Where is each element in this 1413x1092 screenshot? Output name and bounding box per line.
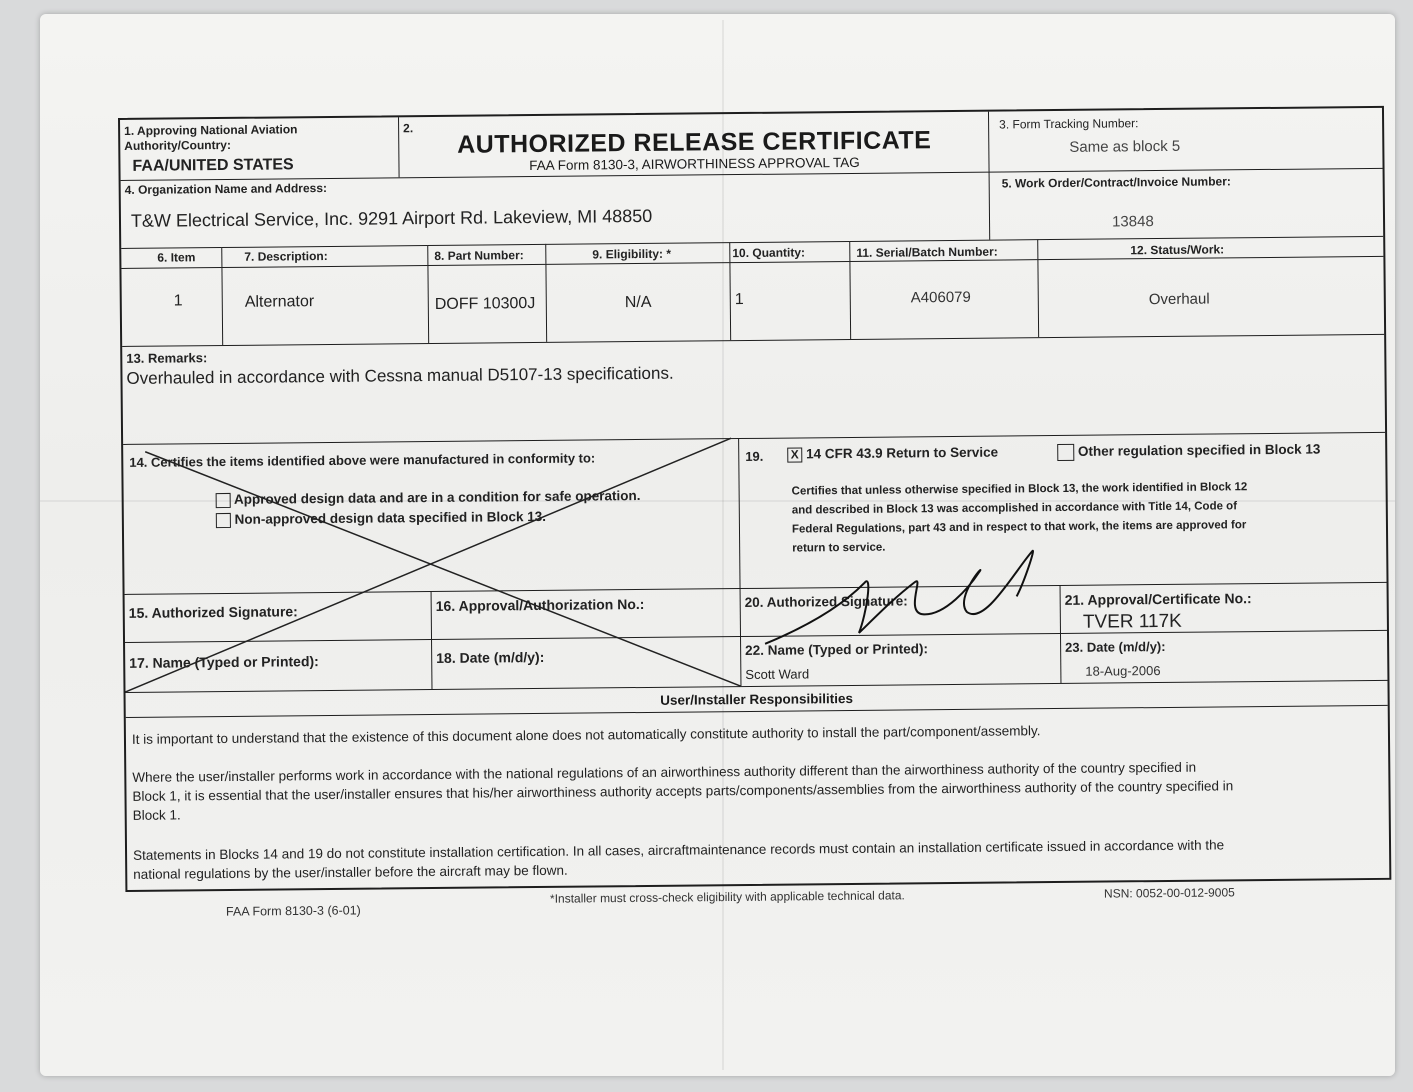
header-description [221, 245, 427, 267]
block-19-option-1[interactable] [787, 445, 998, 463]
block-3-value: Same as block 5 [1069, 137, 1181, 156]
block-5-label: 5. Work Order/Contract/Invoice Number: [1001, 174, 1231, 191]
block-2 [398, 112, 989, 178]
block-1-label: 1. Approving National Aviation Authority/Country: [124, 122, 298, 153]
block-1 [120, 117, 399, 180]
header-quantity [729, 241, 849, 262]
cell-item-value: 1 [173, 292, 183, 310]
block-5 [989, 168, 1384, 240]
cell-status-value: Overhaul [1148, 290, 1210, 309]
block-4 [121, 172, 990, 248]
responsibilities-paragraph-1: It is important to understand that the existence of this document alone does not automatically constitute authority to install the part/component/assembly. [131, 723, 1041, 747]
block-19-option-2[interactable] [1057, 441, 1320, 461]
remarks-label: 13. Remarks: [126, 350, 208, 366]
block-23-label: 23. Date (m/d/y): [1065, 638, 1166, 655]
remarks-value: Overhauled in accordance with Cessna manual D5107-13 specifications. [126, 363, 674, 388]
responsibilities-paragraph-2 [132, 757, 1233, 825]
cell-serial [849, 259, 1038, 339]
footer-eligibility-note: *Installer must cross-check eligibility with applicable technical data. [549, 888, 905, 906]
cell-quantity-value: 1 [734, 291, 744, 309]
block-23 [1060, 630, 1387, 683]
responsibilities-paragraph-2-line-2: Block 1, it is essential that the user/installer ensures that his/her airworthiness authority accepts parts/components/assemblies from the airworthiness authority of the country specified in [132, 778, 1234, 804]
responsibilities-paragraph-3-line-1: Statements in Blocks 14 and 19 do not constitute installation certification. In all cases, aircraftmaintenance records must contain an installation certificate issued in accordance with the [133, 837, 1225, 863]
block-3 [988, 108, 1383, 172]
block-19-text-line-4: return to service. [792, 541, 886, 555]
header-quantity-label: 10. Quantity: [732, 245, 806, 261]
block-4-label: 4. Organization Name and Address: [124, 180, 328, 197]
cell-status [1037, 256, 1384, 337]
block-22-value: Scott Ward [745, 666, 810, 683]
release-certificate-form [118, 106, 1391, 892]
block-14-option-2-label: Non-approved design data specified in Block 13. [234, 508, 547, 527]
header-part [427, 244, 545, 265]
authorized-signature [754, 541, 1055, 654]
block-13-remarks [122, 334, 1385, 444]
header-item-label: 6. Item [157, 250, 196, 265]
responsibilities-paragraph-3-line-2: national regulations by the user/installer before the aircraft may be flown. [133, 862, 568, 882]
signature-stroke [764, 551, 1034, 644]
header-eligibility-label: 9. Eligibility: * [592, 246, 672, 262]
header-serial-label: 11. Serial/Batch Number: [856, 244, 998, 260]
page-title: AUTHORIZED RELEASE CERTIFICATE [456, 126, 932, 159]
cell-part [427, 264, 546, 343]
cell-eligibility [545, 262, 730, 342]
responsibilities-paragraph-3 [133, 835, 1224, 883]
block-3-label: 3. Form Tracking Number: [999, 116, 1139, 132]
checkbox-other-regulation[interactable] [1057, 444, 1074, 461]
header-status-label: 12. Status/Work: [1130, 242, 1225, 258]
void-cross-line-1 [145, 446, 740, 692]
block-19-option-1-label: 14 CFR 43.9 Return to Service [805, 444, 999, 462]
cell-part-value: DOFF 10300J [434, 295, 536, 313]
responsibilities-paragraph-2-line-3: Block 1. [132, 807, 181, 823]
block-14-void-cross [123, 438, 740, 694]
block-18-label: 18. Date (m/d/y): [436, 648, 545, 666]
block-5-value: 13848 [1111, 213, 1154, 231]
checkbox-43-9-return-to-service[interactable]: X [787, 447, 802, 462]
header-item [121, 247, 221, 268]
header-part-label: 8. Part Number: [434, 248, 524, 263]
header-eligibility [545, 242, 729, 264]
block-19-option-2-label: Other regulation specified in Block 13 [1077, 441, 1321, 459]
block-1-value: FAA/UNITED STATES [132, 156, 294, 175]
block-14-option-1-label: Approved design data and are in a condition for safe operation. [233, 488, 641, 507]
cell-description-value: Alternator [244, 293, 315, 311]
block-23-value: 18-Aug-2006 [1085, 663, 1161, 679]
cell-serial-value: A406079 [910, 288, 971, 307]
cell-eligibility-value: N/A [624, 293, 652, 312]
header-serial [849, 239, 1037, 261]
responsibilities-title: User/Installer Responsibilities [660, 690, 854, 708]
page-subtitle: FAA Form 8130-3, AIRWORTHINESS APPROVAL TAG [529, 154, 860, 174]
header-description-label: 7. Description: [244, 248, 328, 264]
block-4-value: T&W Electrical Service, Inc. 9291 Airport Rd. Lakeview, MI 48850 [130, 205, 653, 231]
block-21-value: TVER 117K [1082, 610, 1182, 633]
block-2-label: 2. [403, 121, 414, 136]
block-21-label: 21. Approval/Certificate No.: [1064, 590, 1252, 608]
block-20-label: 20. Authorized Signature: [744, 593, 908, 611]
block-21 [1060, 582, 1387, 633]
block-22-label: 22. Name (Typed or Printed): [745, 641, 929, 659]
block-17-label: 17. Name (Typed or Printed): [129, 653, 319, 671]
block-19-text-line-3: Federal Regulations, part 43 and in respect to that work, the items are approved for [791, 519, 1247, 536]
block-14-label: 14. Certifies the items identified above were manufactured in conformity to: [129, 450, 596, 470]
void-cross-line-2 [123, 438, 733, 692]
footer-nsn: NSN: 0052-00-012-9005 [1103, 885, 1235, 901]
cell-item [121, 267, 222, 346]
footer-form-number: FAA Form 8130-3 (6-01) [225, 903, 361, 919]
cell-quantity [729, 261, 850, 340]
block-15-label: 15. Authorized Signature: [128, 603, 298, 621]
block-19-text-line-2: and described in Block 13 was accomplished in accordance with Title 14, Code of [791, 500, 1238, 517]
block-19-text-line-1: Certifies that unless otherwise specified in Block 13, the work identified in Block 12 [791, 481, 1248, 498]
block-19-label: 19. [745, 448, 764, 464]
responsibilities-paragraph-2-line-1: Where the user/installer performs work in accordance with the national regulations of an airworthiness authority different than the airworthiness authority of the country specified in [132, 759, 1197, 785]
block-16-label: 16. Approval/Authorization No.: [435, 595, 645, 614]
cell-description [221, 265, 428, 345]
